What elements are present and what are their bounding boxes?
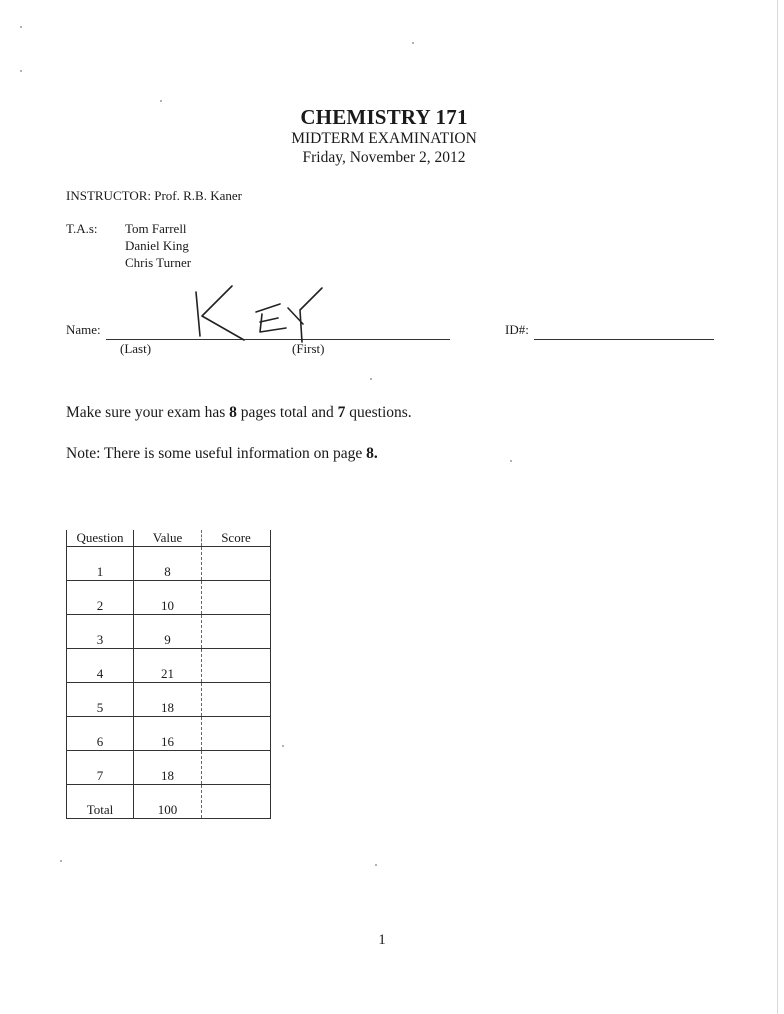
value-cell: 18 (134, 751, 202, 785)
table-row (67, 751, 271, 785)
question-column-header: Question (67, 530, 134, 547)
score-cell[interactable] (202, 547, 271, 581)
score-column-header: Score (202, 530, 271, 547)
scan-speck (370, 378, 372, 380)
ta-name: Chris Turner (125, 255, 192, 270)
question-cell: 3 (67, 615, 134, 649)
total-score-cell[interactable] (202, 785, 271, 819)
total-label-cell: Total (67, 785, 134, 819)
value-cell: 10 (134, 581, 202, 615)
tas-label: T.A.s: (66, 221, 98, 236)
table-row (67, 547, 271, 581)
question-cell: 4 (67, 649, 134, 683)
table-row (67, 615, 271, 649)
useful-info-note (66, 445, 378, 463)
total-value-cell: 100 (134, 785, 202, 819)
note-text: Make sure your exam has (66, 404, 230, 421)
value-cell: 9 (134, 615, 202, 649)
question-cell: 1 (67, 547, 134, 581)
score-cell[interactable] (202, 615, 271, 649)
score-cell[interactable] (202, 649, 271, 683)
question-cell: 2 (67, 581, 134, 615)
page-count: 8 (229, 404, 237, 421)
ta-name: Daniel King (125, 238, 189, 253)
note-text: questions. (345, 404, 412, 421)
exam-subtitle: MIDTERM EXAMINATION (291, 130, 477, 147)
scan-speck (282, 745, 284, 747)
value-column-header: Value (134, 530, 202, 547)
value-cell: 18 (134, 683, 202, 717)
scan-speck (510, 460, 512, 462)
table-row-total (67, 785, 271, 819)
table-row (67, 581, 271, 615)
question-cell: 7 (67, 751, 134, 785)
ta-name: Tom Farrell (125, 221, 187, 236)
value-cell: 16 (134, 717, 202, 751)
table-row (67, 683, 271, 717)
question-count: 7 (337, 404, 346, 421)
score-cell[interactable] (202, 683, 271, 717)
info-page-number: 8. (366, 445, 378, 462)
first-name-caption: (First) (292, 341, 325, 356)
last-name-caption: (Last) (120, 341, 152, 356)
scan-speck (160, 100, 162, 102)
scan-speck (375, 864, 377, 866)
table-row (67, 717, 271, 751)
page-number: 1 (378, 932, 386, 948)
score-cell[interactable] (202, 751, 271, 785)
exam-date: Friday, November 2, 2012 (302, 149, 466, 166)
course-title: CHEMISTRY 171 (300, 105, 468, 129)
table-row (67, 649, 271, 683)
question-cell: 5 (67, 683, 134, 717)
id-field-line[interactable] (534, 339, 714, 340)
score-table-header (67, 530, 271, 547)
instructor-line: INSTRUCTOR: Prof. R.B. Kaner (66, 188, 242, 203)
page-count-note (66, 404, 412, 422)
score-cell[interactable] (202, 717, 271, 751)
name-label: Name: (66, 322, 101, 337)
note-text: Note: There is some useful information on page (66, 445, 367, 462)
score-table (66, 530, 271, 819)
handwritten-key-signature (186, 282, 326, 344)
value-cell: 8 (134, 547, 202, 581)
scan-speck (20, 26, 22, 28)
question-cell: 6 (67, 717, 134, 751)
scan-speck (60, 860, 62, 862)
value-cell: 21 (134, 649, 202, 683)
scan-speck (20, 70, 22, 72)
scan-speck (412, 42, 414, 44)
id-label: ID#: (505, 322, 529, 337)
page-edge (777, 0, 778, 1014)
score-cell[interactable] (202, 581, 271, 615)
note-text: pages total and (236, 404, 338, 421)
